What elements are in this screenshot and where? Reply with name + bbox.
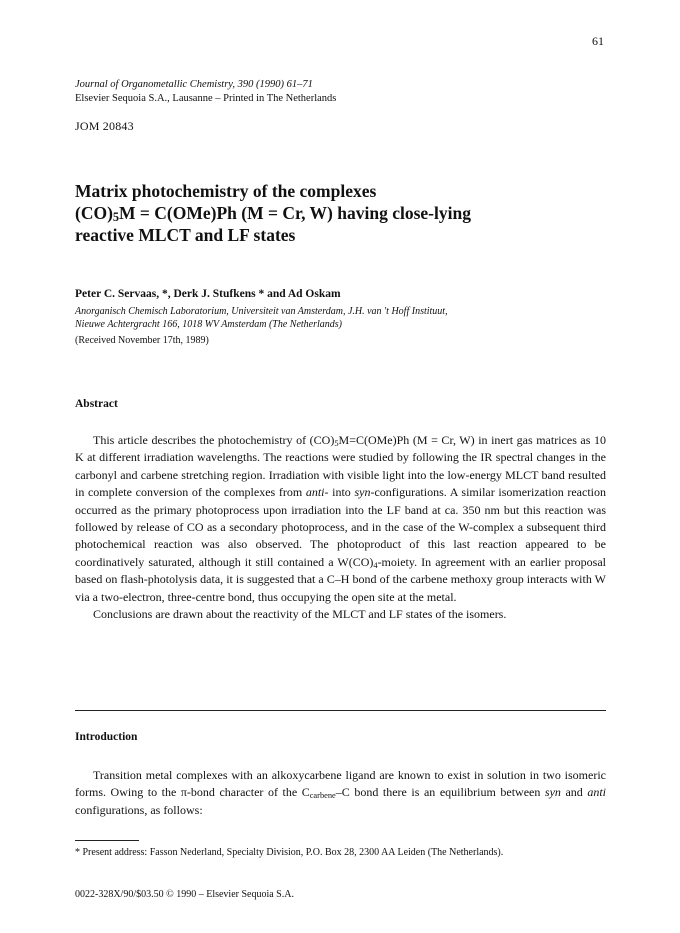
abstract-text: This article describes the photochemistry of (CO) [93, 433, 335, 447]
abstract-paragraph-2: Conclusions are drawn about the reactivity of the MLCT and LF states of the isomers. [93, 607, 507, 622]
abstract-heading: Abstract [75, 398, 118, 410]
abstract-text: -moiety. In agreement with an earlier proposal based on flash-photolysis data, it is suggested that a C–H bond of the carbene methoxy group interacts with W via a two-electron, three-centre bond, thus occupying the open site at the metal. [75, 554, 606, 604]
intro-text: Transition metal complexes with an alkoxycarbene ligand are known to exist in solution in two isomeric forms. Owing to the π-bond character of the C [75, 768, 606, 800]
abstract-text: M=C(OMe)Ph (M = Cr, W) in inert gas matrices as 10 K at different irradiation wavelengths. The reactions were studied by following the IR spectral changes in the carbonyl and carbene stretching region. Irradiation with visible light into the low-energy MLCT band resulted in complete conversion of the complexes from [75, 433, 606, 500]
abstract-body [75, 432, 606, 623]
copyright-line: 0022-328X/90/$03.50 © 1990 – Elsevier Sequoia S.A. [75, 889, 294, 900]
title-line-3: reactive MLCT and LF states [75, 225, 296, 245]
section-divider [75, 710, 606, 711]
affiliation-line-1: Anorganisch Chemisch Laboratorium, Universiteit van Amsterdam, J.H. van 't Hoff Instituut, [75, 306, 448, 317]
title-line-1: Matrix photochemistry of the complexes [75, 181, 377, 201]
intro-italic: anti [587, 785, 607, 800]
journal-citation: Journal of Organometallic Chemistry, 390 (1990) 61–71 [75, 79, 313, 90]
abstract-subscript: 4 [373, 560, 378, 570]
title-line-2b: M = C(OMe)Ph (M = Cr, W) having close-lying [119, 203, 471, 223]
abstract-text: -configurations. A similar isomerization reaction occurred as the primary photoprocess upon irradiation into the LF band at ca. 350 nm but this reaction was followed by release of CO as a secondary photoprocess, and in the case of the W-complex a subsequent third photochemical reaction was also observed. The photoproduct of this last reaction appeared to be coordinatively saturated, although it still contained a W(CO) [75, 485, 606, 569]
intro-subscript: carbene [309, 791, 336, 801]
paper-title [75, 180, 615, 246]
footnote-rule [75, 840, 139, 841]
affiliation-line-2: Nieuwe Achtergracht 166, 1018 WV Amsterdam (The Netherlands) [75, 319, 343, 330]
author-list: Peter C. Servaas, *, Derk J. Stufkens * and Ad Oskam [75, 288, 341, 300]
title-line-2a: (CO) [75, 203, 113, 223]
footnote: * Present address: Fasson Nederland, Specialty Division, P.O. Box 28, 2300 AA Leiden (The Netherlands). [75, 847, 504, 858]
publisher-line: Elsevier Sequoia S.A., Lausanne – Printed in The Netherlands [75, 93, 337, 104]
abstract-paragraph-1 [75, 432, 606, 606]
intro-text: configurations, as follows: [75, 802, 203, 817]
journal-header [75, 78, 336, 106]
intro-text: –C bond there is an equilibrium between [335, 785, 545, 800]
abstract-subscript: 5 [334, 439, 339, 448]
affiliation [75, 305, 615, 331]
introduction-heading: Introduction [75, 731, 138, 743]
abstract-italic: syn [354, 485, 371, 500]
title-subscript: 5 [112, 210, 120, 224]
abstract-italic: anti- [305, 485, 329, 500]
intro-text: and [560, 785, 588, 800]
intro-italic: syn [544, 785, 561, 800]
journal-code: JOM 20843 [75, 119, 134, 133]
page-number: 61 [592, 34, 604, 48]
received-date: (Received November 17th, 1989) [75, 335, 209, 346]
introduction-paragraph [75, 767, 606, 819]
abstract-text: into [328, 485, 355, 500]
